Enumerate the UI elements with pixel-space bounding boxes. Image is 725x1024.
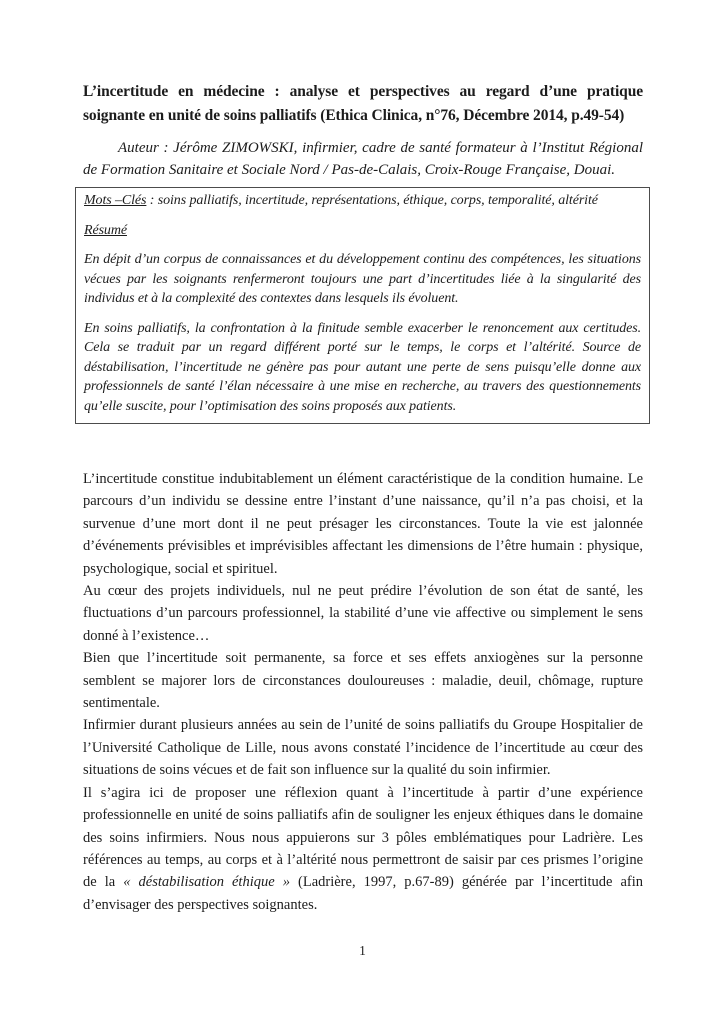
body-paragraph-2: Au cœur des projets individuels, nul ne peut prédire l’évolution de son état de santé, les fluctuations d’un parcours professionnel, la stabilité d’une vie affective ou simplement le sens donné à l’existence… bbox=[83, 583, 643, 644]
article-body bbox=[83, 468, 643, 916]
page-footer bbox=[0, 942, 725, 960]
abstract-paragraph-2: En soins palliatifs, la confrontation à la finitude semble exacerber le renoncement aux certitudes. Cela se traduit par un regard différent porté sur le temps, le corps et l’altérité. Source de déstabilisation, l’incertitude ne génère pas pour autant une perte de sens puisqu’elle donne aux professionnels de santé l’élan nécessaire à une mise en recherche, au travers des questionnements qu’elle suscite, pour l’optimisation des soins proposés aux patients. bbox=[84, 320, 641, 414]
abstract-paragraph-1: En dépit d’un corpus de connaissances et du développement continu des compétences, les situations vécues par les soignants renfermeront toujours une part d’incertitudes liée à la singularité des individus et à la complexité des contextes dans lesquels ils évoluent. bbox=[84, 252, 641, 306]
keywords-line bbox=[84, 191, 641, 211]
page-number: 1 bbox=[359, 943, 366, 958]
body-paragraph-5-continuation: (Ladrière, 1997, p.67-89) générée par l’incertitude afin d’envisager des perspectives soignantes. bbox=[83, 874, 643, 913]
body-paragraph-4: Infirmier durant plusieurs années au sein de l’unité de soins palliatifs du Groupe Hospitalier de l’Université Catholique de Lille, nous avons constaté l’incidence de l’incertitude au cœur des situations de soins vécues et de fait son influence sur la qualité du soin infirmier. bbox=[83, 717, 643, 779]
abstract-box bbox=[75, 187, 650, 424]
keywords-list: : soins palliatifs, incertitude, représentations, éthique, corps, temporalité, altérité bbox=[146, 193, 598, 208]
keywords-label: Mots –Clés bbox=[84, 193, 147, 208]
author-line: Auteur : Jérôme ZIMOWSKI, infirmier, cadre de santé formateur à l’Institut Régional de Formation Sanitaire et Sociale Nord / Pas-de-Calais, Croix-Rouge Française, Douai. bbox=[83, 140, 643, 178]
document-title: L’incertitude en médecine : analyse et perspectives au regard d’une pratique soignante en unité de soins palliatifs (Ethica Clinica, n°76, Décembre 2014, p.49-54) bbox=[83, 83, 643, 124]
resume-heading bbox=[84, 221, 641, 241]
body-paragraph-1: L’incertitude constitue indubitablement un élément caractéristique de la condition humaine. Le parcours d’un individu se dessine entre l’instant d’une naissance, qu’il n’a pas choisi, et la survenue d’une mort dont il ne peut présager les circonstances. Toute la vie est jalonnée d’événements prévisibles et imprévisibles affectant les dimensions de l’être humain : physique, psychologique, social et spirituel. bbox=[83, 471, 643, 577]
body-paragraph-5-text: Il s’agira ici de proposer une réflexion quant à l’incertitude à partir d’une expérience professionnelle en unité de soins palliatifs afin de souligner les enjeux éthiques dans le domaine des soins infirmiers. Nous nous appuierons sur 3 pôles emblématiques pour Ladrière. Les références au temps, au corps et à l’altérité nous permettront de saisir par ces prismes l’origine de la bbox=[83, 784, 643, 891]
quoted-phrase: « déstabilisation éthique » bbox=[123, 874, 290, 891]
body-paragraph-5 bbox=[83, 782, 643, 916]
resume-label: Résumé bbox=[84, 222, 127, 238]
body-paragraph-3: Bien que l’incertitude soit permanente, sa force et ses effets anxiogènes sur la personne semblent se majorer lors de circonstances douloureuses : maladie, deuil, chômage, rupture sentimentale. bbox=[83, 650, 643, 712]
